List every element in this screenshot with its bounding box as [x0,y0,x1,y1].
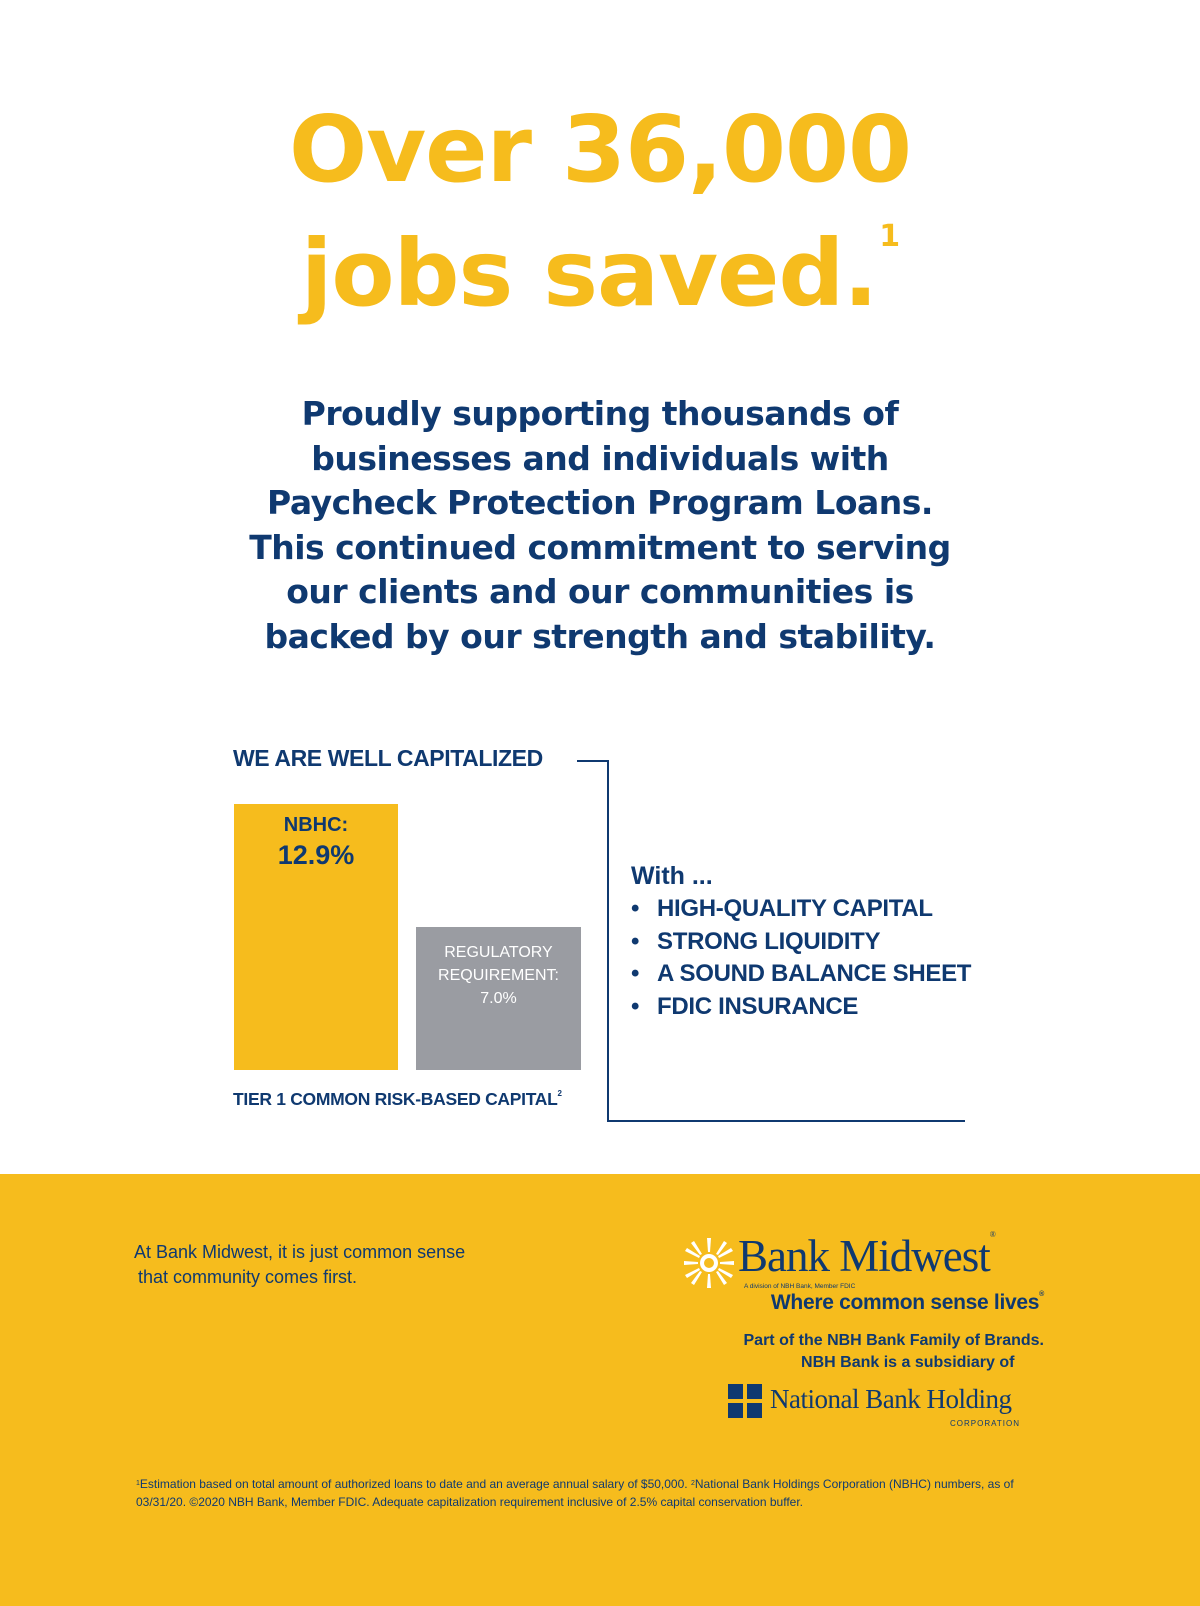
bank-midwest-logo [680,1230,1050,1434]
subheadline-line: our clients and our communities is [286,572,914,612]
bracket-line-top [577,760,608,762]
bullet-icon: • [631,992,640,1020]
footer-tagline [134,1240,465,1290]
list-item: • STRONG LIQUIDITY [631,926,971,959]
with-heading: With ... [631,862,713,890]
sunburst-icon [680,1234,738,1292]
bracket-line-bottom [607,1120,965,1122]
nbh-name: National Bank Holding [770,1384,1012,1414]
list-item: • HIGH-QUALITY CAPITAL [631,893,971,926]
strengths-list [631,893,971,1023]
tagline-line-2: that community comes first. [138,1267,358,1287]
bar-regulatory-label-2: REQUIREMENT: [438,967,559,984]
family-line-2: NBH Bank is a subsidiary of [801,1354,1015,1371]
subheadline-line: backed by our strength and stability. [264,616,936,656]
subheadline [200,392,1000,660]
bullet-icon: • [631,927,640,955]
capital-title: WE ARE WELL CAPITALIZED [233,745,543,771]
bar-regulatory-value: 7.0% [480,990,517,1007]
fine-mark-1: 1 [136,1480,140,1487]
brand-subtitle: A division of NBH Bank, Member FDIC [744,1283,856,1290]
brand-name: Bank Midwest® [738,1230,995,1281]
chart-axis-label: TIER 1 COMMON RISK-BASED CAPITAL$^2$ [233,1089,562,1109]
headline-footnote-mark: 1 [879,219,900,254]
bullet-icon: • [631,895,640,922]
bar-regulatory-label-1: REGULATORY [444,944,553,961]
bullet-icon: • [631,960,640,987]
brand-family-note [744,1330,1045,1374]
bar-nbhc-value: 12.9% [277,840,355,870]
tagline-line-1: At Bank Midwest, it is just common sense [134,1242,466,1262]
subheadline-line: This continued commitment to serving [249,527,951,567]
family-line-1: Part of the NBH Bank Family of Brands. [743,1332,1044,1349]
list-item: • FDIC INSURANCE [631,991,971,1024]
fine-print: $^1$Estimation based on total amount of authorized loans to date and an average annual salary of $50,000. $^2$National Bank Holdings Corporation (NBHC) numbers, as of 03/31/20. ©2020 NBH Bank, Member FDIC. Adequate capitalization requirement inclusive of 2.5% capital conservation buffer. [136,1477,1014,1509]
axis-footnote-mark: 2 [557,1089,562,1098]
fine-mark-2: 2 [690,1480,695,1487]
bar-nbhc-label: NBHC: [283,814,349,836]
nbh-corporation: CORPORATION [950,1419,1020,1428]
headline-line-2: jobs saved.$^1$ [300,219,900,327]
bracket-line-vertical [607,760,609,1122]
brand-slogan: Where common sense lives® [770,1291,1044,1314]
subheadline-line: businesses and individuals with [311,438,889,478]
headline-line-1: Over 36,000 [289,96,911,203]
subheadline-line: Proudly supporting thousands of [301,394,899,433]
list-item: • A SOUND BALANCE SHEET [631,958,971,991]
nbh-logo [728,1384,1048,1434]
bar-nbhc [234,804,398,1070]
subheadline-line: Paycheck Protection Program Loans. [267,483,933,523]
quad-square-icon [728,1384,762,1418]
bar-regulatory-text [416,941,581,1010]
bar-regulatory [416,927,581,1070]
